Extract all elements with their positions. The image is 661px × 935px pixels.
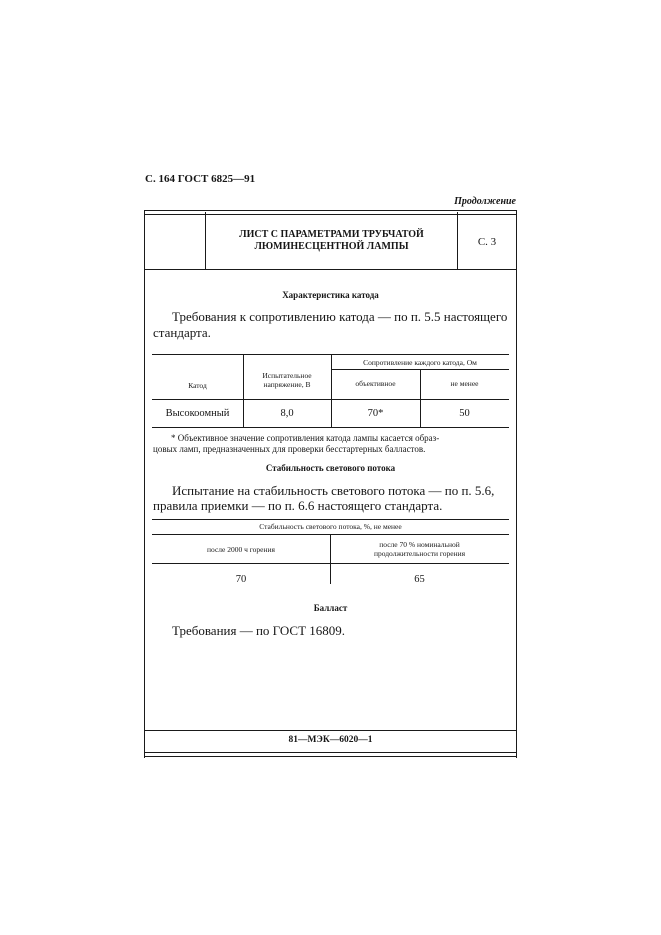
sheet-title-line2: ЛЮМИНЕСЦЕНТНОЙ ЛАМПЫ [254,241,409,252]
flux-col2-line2: продолжительности горения [373,549,466,558]
cathode-heading: Характеристика катода [282,290,379,300]
sheet-title-line1: ЛИСТ С ПАРАМЕТРАМИ ТРУБЧАТОЙ [239,229,424,240]
flux-heading: Стабильность светового потока [265,463,396,473]
page-header: С. 164 ГОСТ 6825—91 [145,173,256,185]
flux-col2 [330,540,509,558]
cell-cathode: Высокоомный [165,408,230,419]
flux-text-line1: Испытание на стабильность светового потока — по п. 5.6, [172,483,495,498]
flux-table-header: Стабильность светового потока, %, не менее [259,522,402,531]
ballast-heading: Балласт [313,603,348,613]
flux-col2-line1: после 70 % номинальной [379,540,460,549]
header-top-rule-inner [144,214,517,215]
flux-text-line2: правила приемки — по п. 6.6 настоящего стандарта. [153,498,443,513]
cell-voltage: 8,0 [280,408,294,419]
flux-val2: 65 [414,574,425,585]
flux-table-top-rule [152,519,509,520]
sub-objective: объективное [355,379,396,388]
flux-val1: 70 [235,574,247,585]
continuation-label: Продолжение [454,196,516,207]
footer-bottom-rule-outer [144,756,517,757]
footer-bottom-rule [144,752,517,753]
col-voltage-line1: Испытательное [262,371,312,380]
cathode-requirement-line1: Требования к сопротивлению катода — по п. 5.5 настоящего [172,309,508,324]
footer-code: 81—МЭК—6020—1 [288,735,373,745]
sub-min: не менее [450,379,479,388]
col-voltage [243,371,331,389]
footnote-line2: цовых ламп, предназначенных для проверки бесстартерных балластов. [153,444,426,454]
cell-objective: 70* [367,408,384,419]
sheet-page-number: С. 3 [477,236,497,248]
cathode-requirement-line2: стандарта. [153,325,211,340]
cathode-table-bottom-rule [152,427,509,428]
cathode-table-sub-rule [331,369,509,370]
flux-col1: после 2000 ч горения [207,545,275,554]
col-voltage-line2: напряжение, В [263,380,311,389]
flux-table-mid-rule [152,563,509,564]
header-top-rule [144,210,517,211]
col-resistance: Сопротивление каждого катода, Ом [363,358,477,367]
cell-min: 50 [459,408,470,419]
header-bottom-rule [144,269,517,270]
ballast-text: Требования — по ГОСТ 16809. [172,623,346,638]
footnote-line1: * Объективное значение сопротивления катода лампы касается образ- [171,433,440,443]
cathode-table-head-rule [152,399,509,400]
col-cathode: Катод [188,381,207,390]
footer-top-rule [144,730,517,731]
sheet-title [206,229,457,253]
